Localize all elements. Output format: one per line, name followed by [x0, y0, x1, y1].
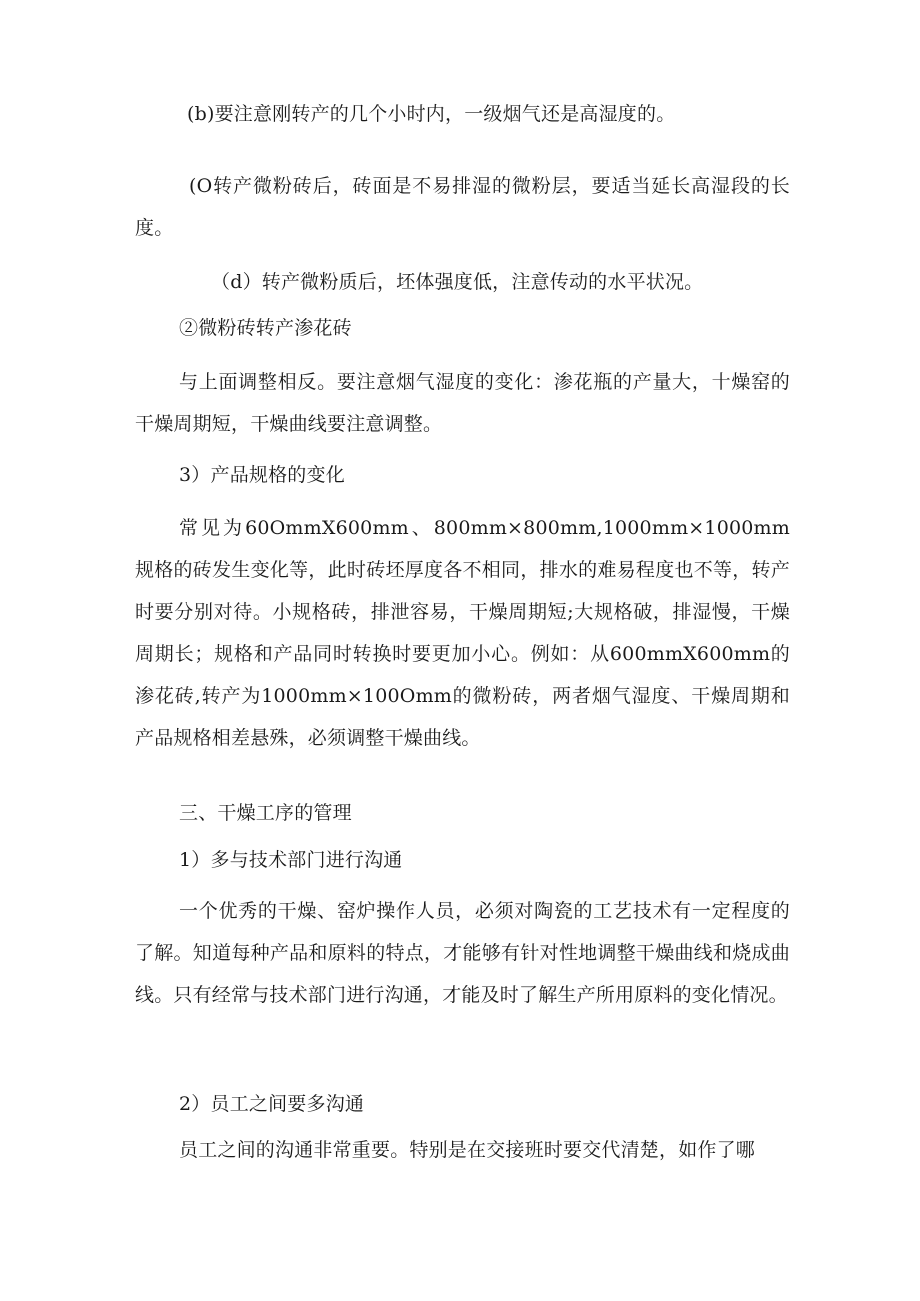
subheading-communicate-technical: 1）多与技术部门进行沟通: [179, 849, 403, 871]
paragraph-operator-knowledge: 一个优秀的干燥、窑炉操作人员，必须对陶瓷的工艺技术有一定程度的了解。知道每种产品和原料的特点，才能够有针对性地调整干燥曲线和烧成曲线。只有经常与技术部门进行沟通，才能及时了解生产所用原料的变化情况。: [135, 900, 790, 1006]
paragraph-spec-details: 常见为60OmmX600mm、800mm×800mm,1000mm×1000mm规格的砖发生变化等，此时砖坯厚度各不相同，排水的难易程度也不等，转产时要分别对待。小规格砖，排泄容易，干燥周期短;大规格破，排湿慢，干燥周期长；规格和产品同时转换时要更加小心。例如：从600mmX600mm的渗花砖,转产为1000mm×100Omm的微粉砖，两者烟气湿度、干燥周期和产品规格相差悬殊，必须调整干燥曲线。: [135, 517, 790, 749]
paragraph-staff-communication: 员工之间的沟通非常重要。特别是在交接班时要交代清楚，如作了哪: [179, 1139, 756, 1161]
paragraph-b: (b)要注意刚转产的几个小时内，一级烟气还是高湿度的。: [187, 103, 676, 125]
paragraph-reverse-adjustment: 与上面调整相反。要注意烟气湿度的变化：渗花瓶的产量大，十燥窑的干燥周期短，干燥曲线要注意调整。: [135, 371, 790, 435]
section-heading-drying-management: 三、干燥工序的管理: [179, 802, 352, 824]
subheading-micropowder-to-infiltrated: ②微粉砖转产渗花砖: [179, 317, 352, 339]
subheading-staff-communication: 2）员工之间要多沟通: [179, 1093, 365, 1115]
subheading-product-spec-change: 3）产品规格的变化: [179, 464, 345, 486]
paragraph-d: （d）转产微粉质后，坯体强度低，注意传动的水平状况。: [211, 271, 704, 293]
paragraph-c: (O转产微粉砖后，砖面是不易排湿的微粉层，要适当延长高湿段的长度。: [135, 175, 790, 239]
